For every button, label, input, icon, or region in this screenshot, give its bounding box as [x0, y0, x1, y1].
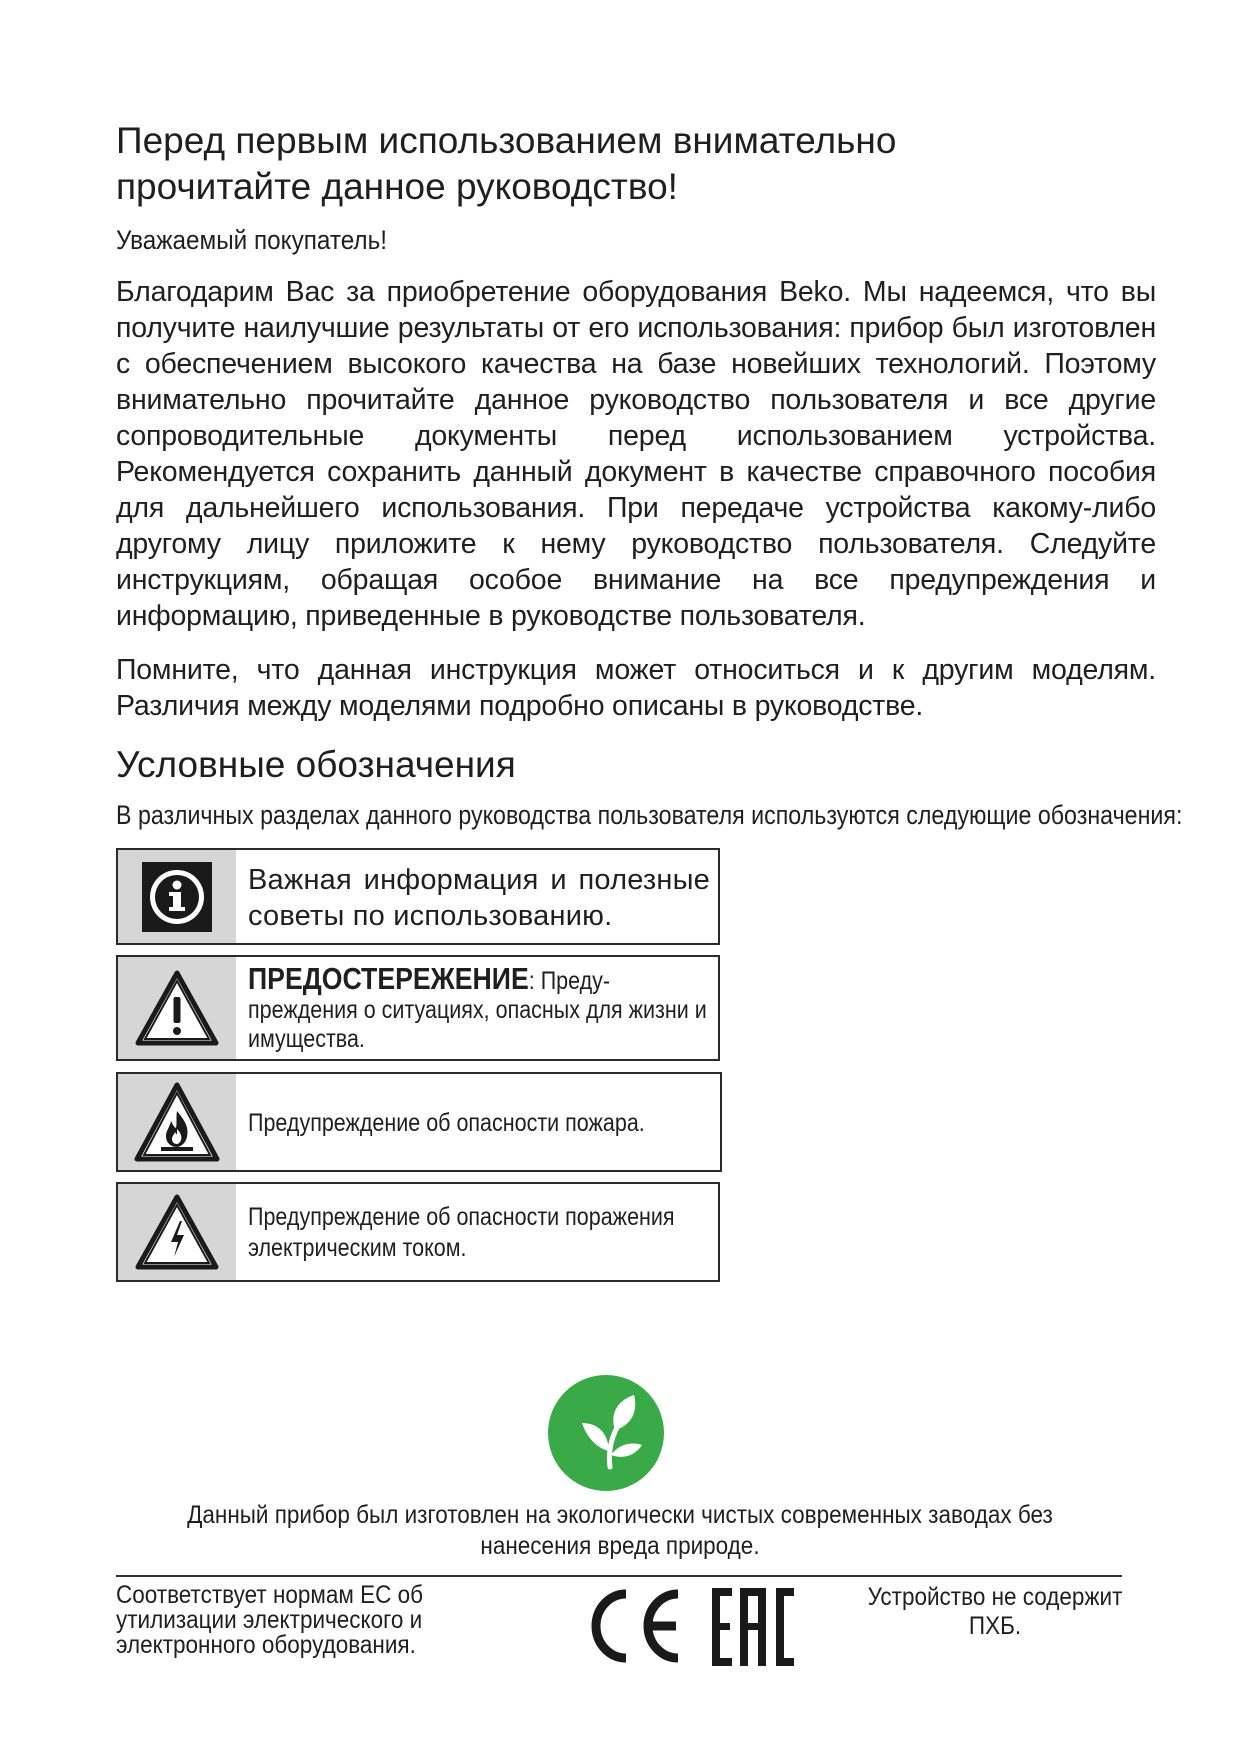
leaf-icon	[548, 1375, 664, 1491]
legend-electric-text: Предупреждение об опасности поражения электрическим током.	[248, 1203, 675, 1262]
electric-warning-icon	[134, 1193, 220, 1271]
legend-warning	[116, 955, 720, 1061]
certification-marks	[590, 1584, 810, 1668]
document-body	[116, 118, 1183, 832]
symbols-lead: В различных разделах данного руководства пользователя используются следующие обозначения:	[116, 800, 1183, 830]
legend-info-text: Важная информация и полезные советы по использованию.	[248, 863, 710, 932]
legend-fire-text: Предупреждение об опасности пожара.	[248, 1108, 645, 1137]
greeting: Уважаемый покупатель!	[116, 225, 388, 255]
intro-paragraph: Благодарим Вас за приобретение оборудования Beko. Мы надеемся, что вы получите наилучшие результаты от его использования: прибор был изготовлен с обеспечением высокого качества на базе новейших технологий. Поэтому внимательно прочитайте данное руководство пользователя и все другие сопроводительные документы перед использованием устройства. Рекомендуется сохранить данный документ в качестве справочного пособия для дальнейшего использования. При передаче устройства какому-либо другому лицу приложите к нему руководство пользователя. Следуйте инструкциям, обращая особое внимание на все предупреждения и информацию, приведенные в руководстве пользователя.	[116, 276, 1156, 632]
fire-icon-cell	[118, 1074, 236, 1170]
info-icon-cell	[118, 850, 236, 943]
eco-statement: Данный прибор был изготовлен на экологически чистых современных заводах без нанесения вреда природе.	[187, 1501, 1053, 1560]
warning-icon	[134, 969, 220, 1047]
legend-warning-text: : Преду-преждения о ситуациях, опасных для жизни и имущества.	[248, 967, 707, 1053]
eac-mark	[712, 1588, 794, 1666]
warning-icon-cell	[118, 957, 236, 1059]
info-icon	[142, 862, 212, 932]
legend-info	[116, 848, 720, 945]
ce-mark	[596, 1594, 678, 1658]
electric-icon-cell	[118, 1184, 236, 1280]
symbols-heading: Условные обозначения	[116, 744, 516, 785]
pcb-free-text: Устройство не содержит ПХБ.	[867, 1583, 1123, 1640]
legend-electric	[116, 1182, 720, 1282]
legend-fire	[116, 1072, 722, 1172]
warning-label: ПРЕДОСТЕРЕЖЕНИЕ	[248, 961, 529, 996]
models-note-paragraph: Помните, что данная инструкция может относиться и к другим моделям. Различия между моделями подробно описаны в руководстве.	[116, 654, 1156, 722]
footer-divider	[116, 1575, 1122, 1577]
fire-warning-icon	[133, 1081, 221, 1163]
page-title: Перед первым использованием внимательно прочитайте данное руководство!	[116, 120, 897, 207]
weee-compliance-text: Соответствует нормам ЕС об утилизации электрического и электронного оборудования.	[116, 1581, 424, 1659]
